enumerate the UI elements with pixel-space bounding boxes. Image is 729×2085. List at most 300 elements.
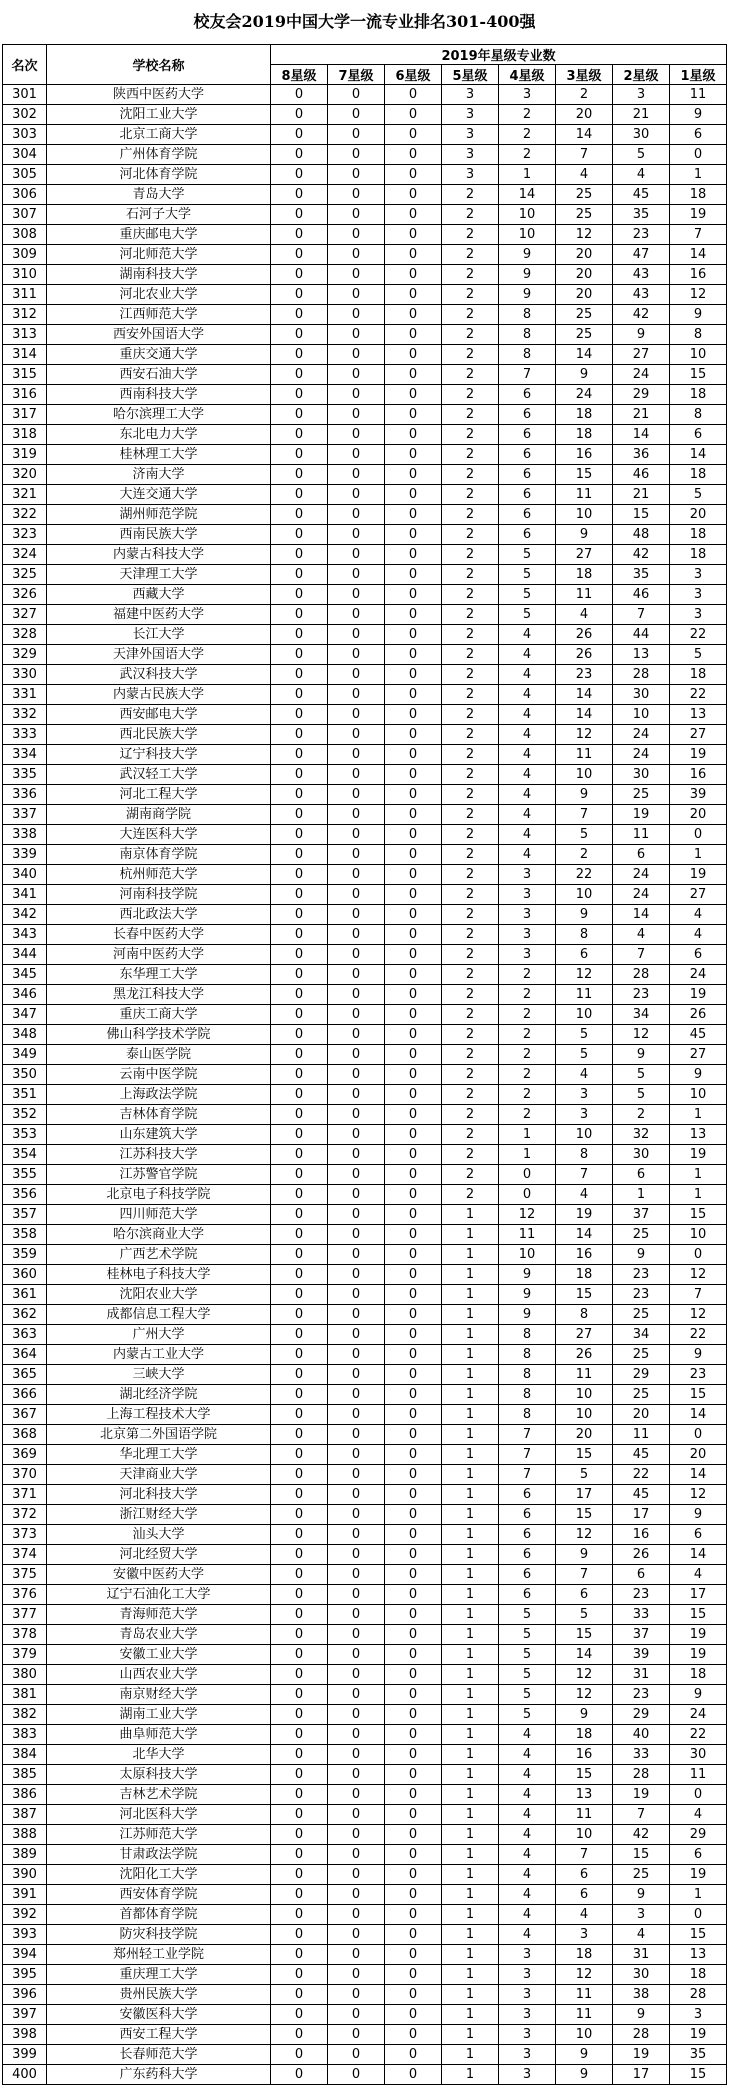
school-name-cell: 吉林艺术学院: [47, 1785, 271, 1805]
star2-cell: 21: [613, 105, 670, 125]
rank-cell: 344: [3, 945, 47, 965]
star1-cell: 1: [670, 1165, 727, 1185]
table-row: [3, 1505, 727, 1525]
star6-cell: 0: [385, 1245, 442, 1265]
star1-cell: 17: [670, 1585, 727, 1605]
star8-cell: 0: [271, 505, 328, 525]
star4-cell: 6: [499, 525, 556, 545]
star8-cell: 0: [271, 385, 328, 405]
star3-cell: 6: [556, 945, 613, 965]
star6-cell: 0: [385, 1905, 442, 1925]
table-row: [3, 105, 727, 125]
star2-cell: 43: [613, 285, 670, 305]
star2-cell: 25: [613, 1345, 670, 1365]
star4-cell: 6: [499, 1565, 556, 1585]
star7-cell: 0: [328, 725, 385, 745]
star6-cell: 0: [385, 805, 442, 825]
star6-cell: 0: [385, 1345, 442, 1365]
star8-cell: 0: [271, 2005, 328, 2025]
star1-cell: 16: [670, 765, 727, 785]
star5-cell: 2: [442, 965, 499, 985]
star5-cell: 2: [442, 1005, 499, 1025]
star2-cell: 7: [613, 1805, 670, 1825]
table-row: [3, 1805, 727, 1825]
star7-cell: 0: [328, 205, 385, 225]
star8-cell: 0: [271, 145, 328, 165]
star2-cell: 30: [613, 1145, 670, 1165]
star8-cell: 0: [271, 965, 328, 985]
star-header: 5星级: [442, 65, 499, 85]
star3-cell: 20: [556, 265, 613, 285]
rank-cell: 323: [3, 525, 47, 545]
star7-cell: 0: [328, 1505, 385, 1525]
star1-cell: 1: [670, 1105, 727, 1125]
rank-cell: 362: [3, 1305, 47, 1325]
star8-cell: 0: [271, 165, 328, 185]
table-row: [3, 1985, 727, 2005]
star6-cell: 0: [385, 1685, 442, 1705]
star2-cell: 19: [613, 2045, 670, 2065]
star5-cell: 1: [442, 1725, 499, 1745]
star4-cell: 2: [499, 985, 556, 1005]
star2-cell: 29: [613, 1705, 670, 1725]
table-row: [3, 1285, 727, 1305]
star1-cell: 8: [670, 405, 727, 425]
star2-cell: 4: [613, 165, 670, 185]
star6-cell: 0: [385, 965, 442, 985]
star6-cell: 0: [385, 485, 442, 505]
school-name-cell: 贵州民族大学: [47, 1985, 271, 2005]
star8-cell: 0: [271, 785, 328, 805]
school-name-cell: 河北科技大学: [47, 1485, 271, 1505]
star1-cell: 7: [670, 1285, 727, 1305]
star2-cell: 25: [613, 1865, 670, 1885]
star3-cell: 7: [556, 1845, 613, 1865]
star5-cell: 2: [442, 1025, 499, 1045]
star5-cell: 2: [442, 705, 499, 725]
star5-cell: 2: [442, 285, 499, 305]
star8-cell: 0: [271, 1365, 328, 1385]
star1-cell: 20: [670, 1445, 727, 1465]
star8-cell: 0: [271, 745, 328, 765]
star3-cell: 26: [556, 1345, 613, 1365]
star3-cell: 15: [556, 465, 613, 485]
star5-cell: 2: [442, 745, 499, 765]
star7-cell: 0: [328, 1745, 385, 1765]
star3-cell: 26: [556, 625, 613, 645]
star2-cell: 17: [613, 2065, 670, 2085]
star6-cell: 0: [385, 1405, 442, 1425]
star3-cell: 26: [556, 645, 613, 665]
star3-cell: 8: [556, 1145, 613, 1165]
star1-cell: 14: [670, 1545, 727, 1565]
star2-cell: 46: [613, 465, 670, 485]
star-header: 1星级: [670, 65, 727, 85]
star3-cell: 9: [556, 365, 613, 385]
star4-cell: 7: [499, 1445, 556, 1465]
star8-cell: 0: [271, 985, 328, 1005]
table-row: [3, 425, 727, 445]
star1-cell: 10: [670, 1225, 727, 1245]
star2-cell: 9: [613, 1045, 670, 1065]
star5-cell: 2: [442, 925, 499, 945]
rank-cell: 384: [3, 1745, 47, 1765]
school-name-cell: 西北民族大学: [47, 725, 271, 745]
star7-cell: 0: [328, 1845, 385, 1865]
table-row: [3, 505, 727, 525]
star7-cell: 0: [328, 245, 385, 265]
table-row: [3, 265, 727, 285]
star4-cell: 5: [499, 1705, 556, 1725]
table-row: [3, 1665, 727, 1685]
school-name-cell: 西南民族大学: [47, 525, 271, 545]
star5-cell: 1: [442, 2045, 499, 2065]
rank-cell: 368: [3, 1425, 47, 1445]
rank-cell: 398: [3, 2025, 47, 2045]
star5-cell: 1: [442, 1745, 499, 1765]
star2-cell: 15: [613, 505, 670, 525]
star5-cell: 1: [442, 1285, 499, 1305]
star4-cell: 3: [499, 905, 556, 925]
rank-cell: 307: [3, 205, 47, 225]
star5-cell: 1: [442, 1565, 499, 1585]
school-name-cell: 辽宁石油化工大学: [47, 1585, 271, 1605]
table-row: [3, 385, 727, 405]
star1-cell: 16: [670, 265, 727, 285]
star1-cell: 9: [670, 1345, 727, 1365]
star3-cell: 15: [556, 1505, 613, 1525]
rank-cell: 305: [3, 165, 47, 185]
star3-cell: 18: [556, 1945, 613, 1965]
school-name-cell: 太原科技大学: [47, 1765, 271, 1785]
rank-cell: 383: [3, 1725, 47, 1745]
star5-cell: 1: [442, 1545, 499, 1565]
rank-cell: 382: [3, 1705, 47, 1725]
table-row: [3, 1185, 727, 1205]
table-row: [3, 1025, 727, 1045]
star7-cell: 0: [328, 85, 385, 105]
table-row: [3, 1425, 727, 1445]
star7-cell: 0: [328, 625, 385, 645]
star2-cell: 10: [613, 705, 670, 725]
star3-cell: 19: [556, 1205, 613, 1225]
star7-cell: 0: [328, 765, 385, 785]
star1-cell: 15: [670, 365, 727, 385]
star7-cell: 0: [328, 1165, 385, 1185]
star1-cell: 12: [670, 285, 727, 305]
school-name-cell: 沈阳化工大学: [47, 1865, 271, 1885]
star4-cell: 6: [499, 1505, 556, 1525]
star5-cell: 2: [442, 485, 499, 505]
star7-cell: 0: [328, 1985, 385, 2005]
star2-cell: 5: [613, 1065, 670, 1085]
star1-cell: 24: [670, 1705, 727, 1725]
school-name-cell: 三峡大学: [47, 1365, 271, 1385]
star1-cell: 1: [670, 845, 727, 865]
star3-cell: 11: [556, 585, 613, 605]
star2-cell: 14: [613, 425, 670, 445]
star5-cell: 1: [442, 1625, 499, 1645]
rank-cell: 306: [3, 185, 47, 205]
rank-cell: 371: [3, 1485, 47, 1505]
table-row: [3, 765, 727, 785]
star7-cell: 0: [328, 125, 385, 145]
star6-cell: 0: [385, 265, 442, 285]
star3-cell: 11: [556, 2005, 613, 2025]
star7-cell: 0: [328, 1305, 385, 1325]
rank-cell: 345: [3, 965, 47, 985]
star-header: 7星级: [328, 65, 385, 85]
rank-cell: 361: [3, 1285, 47, 1305]
rank-cell: 316: [3, 385, 47, 405]
star3-cell: 18: [556, 405, 613, 425]
star6-cell: 0: [385, 1305, 442, 1325]
rank-cell: 304: [3, 145, 47, 165]
star2-cell: 9: [613, 325, 670, 345]
rank-cell: 395: [3, 1965, 47, 1985]
star3-cell: 20: [556, 1425, 613, 1445]
star8-cell: 0: [271, 1605, 328, 1625]
star2-cell: 40: [613, 1725, 670, 1745]
star4-cell: 5: [499, 585, 556, 605]
star1-cell: 3: [670, 565, 727, 585]
school-name-cell: 湖南工业大学: [47, 1705, 271, 1725]
star6-cell: 0: [385, 1885, 442, 1905]
star6-cell: 0: [385, 105, 442, 125]
star7-cell: 0: [328, 305, 385, 325]
star5-cell: 1: [442, 1865, 499, 1885]
star2-cell: 25: [613, 785, 670, 805]
school-name-cell: 桂林理工大学: [47, 445, 271, 465]
star1-cell: 9: [670, 1505, 727, 1525]
star5-cell: 2: [442, 305, 499, 325]
star3-cell: 17: [556, 1485, 613, 1505]
star2-cell: 6: [613, 1565, 670, 1585]
star8-cell: 0: [271, 1265, 328, 1285]
star3-cell: 9: [556, 2065, 613, 2085]
table-row: [3, 1405, 727, 1425]
rank-cell: 350: [3, 1065, 47, 1085]
star5-cell: 1: [442, 1765, 499, 1785]
star7-cell: 0: [328, 2005, 385, 2025]
school-name-cell: 湖南商学院: [47, 805, 271, 825]
star6-cell: 0: [385, 705, 442, 725]
table-row: [3, 1765, 727, 1785]
star2-cell: 11: [613, 1425, 670, 1445]
star2-cell: 23: [613, 1265, 670, 1285]
star2-cell: 48: [613, 525, 670, 545]
star1-cell: 12: [670, 1485, 727, 1505]
star4-cell: 5: [499, 565, 556, 585]
star1-cell: 27: [670, 1045, 727, 1065]
star5-cell: 2: [442, 845, 499, 865]
star6-cell: 0: [385, 665, 442, 685]
star5-cell: 1: [442, 1445, 499, 1465]
star3-cell: 3: [556, 1105, 613, 1125]
star5-cell: 1: [442, 2065, 499, 2085]
table-row: [3, 1685, 727, 1705]
star5-cell: 2: [442, 865, 499, 885]
star1-cell: 22: [670, 1325, 727, 1345]
star7-cell: 0: [328, 1465, 385, 1485]
table-row: [3, 545, 727, 565]
table-row: [3, 645, 727, 665]
rank-cell: 314: [3, 345, 47, 365]
star5-cell: 1: [442, 2005, 499, 2025]
school-name-cell: 河南科技学院: [47, 885, 271, 905]
star2-cell: 9: [613, 2005, 670, 2025]
table-row: [3, 1325, 727, 1345]
star5-cell: 2: [442, 1085, 499, 1105]
star8-cell: 0: [271, 1525, 328, 1545]
star4-cell: 4: [499, 845, 556, 865]
star4-cell: 3: [499, 2065, 556, 2085]
star5-cell: 2: [442, 525, 499, 545]
star7-cell: 0: [328, 1625, 385, 1645]
star6-cell: 0: [385, 445, 442, 465]
star3-cell: 10: [556, 1405, 613, 1425]
table-row: [3, 1965, 727, 1985]
star4-cell: 10: [499, 225, 556, 245]
table-row: [3, 705, 727, 725]
star6-cell: 0: [385, 505, 442, 525]
star6-cell: 0: [385, 1525, 442, 1545]
star6-cell: 0: [385, 1805, 442, 1825]
school-name-cell: 河北体育学院: [47, 165, 271, 185]
star1-cell: 18: [670, 185, 727, 205]
school-name-cell: 江苏师范大学: [47, 1825, 271, 1845]
star2-cell: 1: [613, 1185, 670, 1205]
star7-cell: 0: [328, 1765, 385, 1785]
table-row: [3, 1345, 727, 1365]
star3-cell: 11: [556, 1805, 613, 1825]
rank-cell: 387: [3, 1805, 47, 1825]
star6-cell: 0: [385, 1925, 442, 1945]
rank-cell: 319: [3, 445, 47, 465]
star2-cell: 11: [613, 825, 670, 845]
table-row: [3, 305, 727, 325]
school-name-cell: 湖州师范学院: [47, 505, 271, 525]
star6-cell: 0: [385, 765, 442, 785]
star4-cell: 4: [499, 825, 556, 845]
star5-cell: 1: [442, 1425, 499, 1445]
star7-cell: 0: [328, 1585, 385, 1605]
star5-cell: 2: [442, 725, 499, 745]
table-row: [3, 1265, 727, 1285]
star6-cell: 0: [385, 945, 442, 965]
star3-cell: 5: [556, 825, 613, 845]
table-row: [3, 845, 727, 865]
star4-cell: 8: [499, 1385, 556, 1405]
star5-cell: 2: [442, 325, 499, 345]
star8-cell: 0: [271, 305, 328, 325]
star7-cell: 0: [328, 1265, 385, 1285]
star3-cell: 12: [556, 225, 613, 245]
star8-cell: 0: [271, 1285, 328, 1305]
star3-cell: 12: [556, 1685, 613, 1705]
star5-cell: 2: [442, 405, 499, 425]
star3-cell: 16: [556, 445, 613, 465]
star8-cell: 0: [271, 685, 328, 705]
star8-cell: 0: [271, 1085, 328, 1105]
star5-cell: 2: [442, 225, 499, 245]
star8-cell: 0: [271, 1585, 328, 1605]
star2-cell: 45: [613, 185, 670, 205]
star7-cell: 0: [328, 505, 385, 525]
star6-cell: 0: [385, 1945, 442, 1965]
star2-cell: 6: [613, 845, 670, 865]
star3-cell: 6: [556, 1885, 613, 1905]
star8-cell: 0: [271, 1725, 328, 1745]
table-row: [3, 465, 727, 485]
star4-cell: 9: [499, 1285, 556, 1305]
star8-cell: 0: [271, 1065, 328, 1085]
star2-cell: 4: [613, 1925, 670, 1945]
star8-cell: 0: [271, 585, 328, 605]
star2-cell: 24: [613, 885, 670, 905]
table-row: [3, 665, 727, 685]
star1-cell: 22: [670, 625, 727, 645]
star8-cell: 0: [271, 1305, 328, 1325]
star4-cell: 4: [499, 1785, 556, 1805]
rank-cell: 322: [3, 505, 47, 525]
school-name-cell: 内蒙古科技大学: [47, 545, 271, 565]
star1-cell: 19: [670, 865, 727, 885]
star3-cell: 18: [556, 425, 613, 445]
table-row: [3, 1585, 727, 1605]
star4-cell: 3: [499, 1945, 556, 1965]
star7-cell: 0: [328, 945, 385, 965]
star6-cell: 0: [385, 585, 442, 605]
star7-cell: 0: [328, 225, 385, 245]
star3-cell: 12: [556, 1965, 613, 1985]
star7-cell: 0: [328, 365, 385, 385]
star8-cell: 0: [271, 2025, 328, 2045]
star3-cell: 15: [556, 1285, 613, 1305]
star2-cell: 13: [613, 645, 670, 665]
star6-cell: 0: [385, 1505, 442, 1525]
star4-cell: 3: [499, 885, 556, 905]
star1-cell: 27: [670, 725, 727, 745]
star8-cell: 0: [271, 1785, 328, 1805]
table-row: [3, 145, 727, 165]
star2-cell: 35: [613, 565, 670, 585]
rank-cell: 332: [3, 705, 47, 725]
rank-cell: 378: [3, 1625, 47, 1645]
rank-cell: 370: [3, 1465, 47, 1485]
star1-cell: 19: [670, 985, 727, 1005]
rank-cell: 380: [3, 1665, 47, 1685]
star3-cell: 5: [556, 1465, 613, 1485]
table-row: [3, 205, 727, 225]
school-name-cell: 天津商业大学: [47, 1465, 271, 1485]
rank-header: 名次: [3, 45, 47, 85]
star8-cell: 0: [271, 665, 328, 685]
star1-cell: 18: [670, 385, 727, 405]
star7-cell: 0: [328, 605, 385, 625]
star1-cell: 15: [670, 1605, 727, 1625]
star3-cell: 10: [556, 1005, 613, 1025]
table-row: [3, 885, 727, 905]
star6-cell: 0: [385, 305, 442, 325]
star8-cell: 0: [271, 605, 328, 625]
star3-cell: 15: [556, 1625, 613, 1645]
star4-cell: 4: [499, 1805, 556, 1825]
star1-cell: 15: [670, 1385, 727, 1405]
table-row: [3, 685, 727, 705]
star8-cell: 0: [271, 1385, 328, 1405]
star6-cell: 0: [385, 1025, 442, 1045]
